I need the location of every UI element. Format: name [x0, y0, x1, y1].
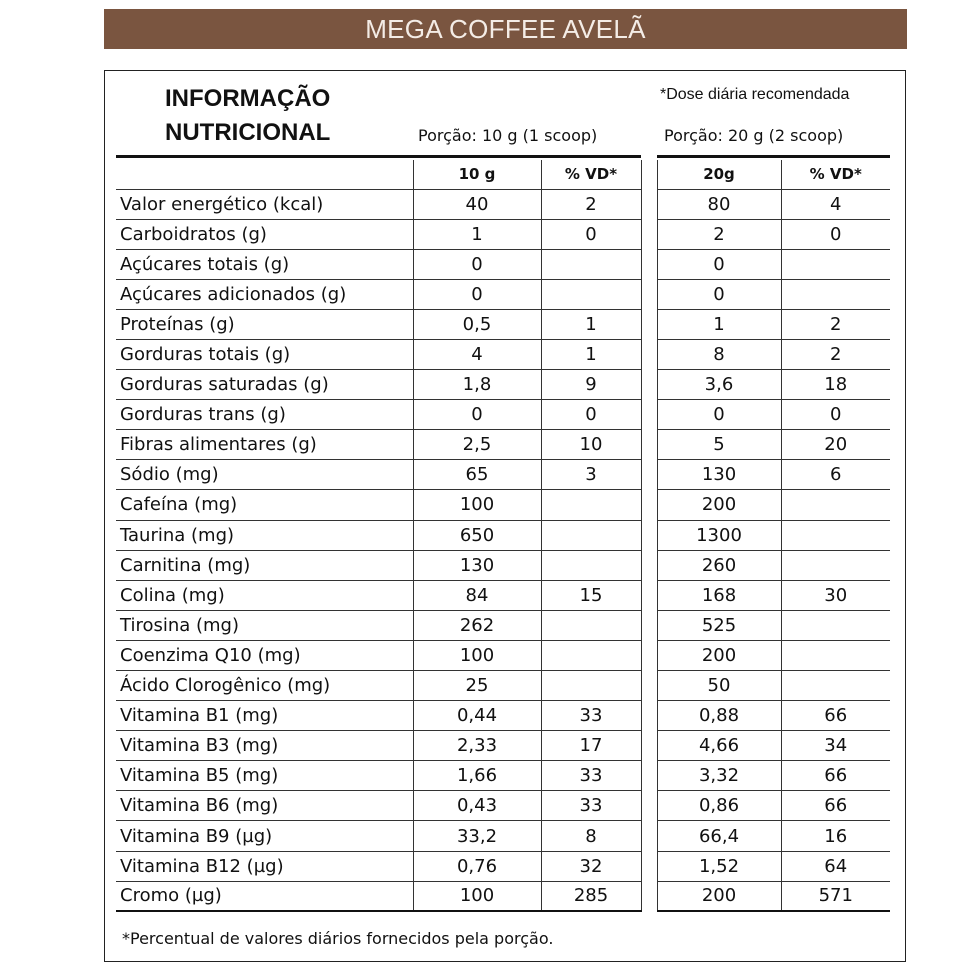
vd-20g: 0	[781, 219, 890, 249]
column-gap	[641, 580, 657, 610]
vd-10g: 15	[541, 580, 641, 610]
table-row	[116, 249, 890, 279]
column-gap	[641, 851, 657, 881]
vd-10g	[541, 671, 641, 701]
table-row	[116, 550, 890, 580]
value-20g: 3,6	[657, 370, 781, 400]
value-10g: 0,44	[413, 701, 541, 731]
nutrient-name: Vitamina B1 (mg)	[116, 701, 413, 731]
value-10g: 0,76	[413, 851, 541, 881]
value-10g: 25	[413, 671, 541, 701]
table-row	[116, 400, 890, 430]
vd-10g: 33	[541, 701, 641, 731]
vd-10g: 1	[541, 309, 641, 339]
vd-10g: 32	[541, 851, 641, 881]
portion-20g-label: Porção: 20 g (2 scoop)	[664, 126, 844, 145]
column-gap	[641, 610, 657, 640]
vd-20g	[781, 610, 890, 640]
value-20g: 0	[657, 249, 781, 279]
col-header-20g: 20g	[657, 160, 781, 189]
nutrient-name: Ácido Clorogênico (mg)	[116, 671, 413, 701]
value-20g: 0	[657, 400, 781, 430]
vd-20g: 0	[781, 400, 890, 430]
vd-20g: 4	[781, 189, 890, 219]
vd-10g: 0	[541, 400, 641, 430]
nutrient-name: Cromo (µg)	[116, 881, 413, 911]
column-gap	[641, 309, 657, 339]
vd-20g: 66	[781, 761, 890, 791]
value-20g: 200	[657, 640, 781, 670]
column-gap	[641, 339, 657, 369]
vd-20g: 64	[781, 851, 890, 881]
table-row	[116, 370, 890, 400]
vd-10g: 9	[541, 370, 641, 400]
nutrition-table	[116, 160, 890, 912]
column-gap	[641, 400, 657, 430]
value-20g: 168	[657, 580, 781, 610]
vd-20g: 2	[781, 309, 890, 339]
value-20g: 8	[657, 339, 781, 369]
table-row	[116, 610, 890, 640]
vd-10g	[541, 249, 641, 279]
table-row	[116, 671, 890, 701]
vd-10g: 33	[541, 761, 641, 791]
product-title: MEGA COFFEE AVELÃ	[365, 13, 646, 44]
nutrient-name: Colina (mg)	[116, 580, 413, 610]
value-20g: 1300	[657, 520, 781, 550]
value-20g: 4,66	[657, 731, 781, 761]
nutrient-name: Carboidratos (g)	[116, 219, 413, 249]
divider-rule-right	[657, 155, 890, 158]
value-20g: 66,4	[657, 821, 781, 851]
table-row	[116, 580, 890, 610]
table-row	[116, 881, 890, 911]
table-row	[116, 791, 890, 821]
column-gap	[641, 881, 657, 911]
value-20g: 0,86	[657, 791, 781, 821]
nutrition-heading	[165, 82, 330, 150]
value-20g: 0,88	[657, 701, 781, 731]
value-10g: 84	[413, 580, 541, 610]
table-row	[116, 490, 890, 520]
value-20g: 5	[657, 430, 781, 460]
value-10g: 1,66	[413, 761, 541, 791]
value-20g: 200	[657, 881, 781, 911]
nutrient-name: Proteínas (g)	[116, 309, 413, 339]
vd-20g	[781, 550, 890, 580]
vd-20g	[781, 520, 890, 550]
col-header-vd-20g: % VD*	[781, 160, 890, 189]
value-20g: 0	[657, 279, 781, 309]
title-banner	[104, 9, 907, 49]
nutrient-name: Açúcares adicionados (g)	[116, 279, 413, 309]
vd-10g	[541, 490, 641, 520]
vd-20g	[781, 249, 890, 279]
vd-20g: 20	[781, 430, 890, 460]
table-row	[116, 701, 890, 731]
value-10g: 262	[413, 610, 541, 640]
vd-10g	[541, 520, 641, 550]
nutrient-name: Vitamina B5 (mg)	[116, 761, 413, 791]
column-gap	[641, 640, 657, 670]
vd-10g: 3	[541, 460, 641, 490]
table-row	[116, 279, 890, 309]
vd-10g: 33	[541, 791, 641, 821]
table-row	[116, 189, 890, 219]
column-gap	[641, 761, 657, 791]
table-row	[116, 731, 890, 761]
vd-20g: 18	[781, 370, 890, 400]
vd-10g: 285	[541, 881, 641, 911]
nutrition-table-body	[116, 160, 890, 911]
nutrient-name: Tirosina (mg)	[116, 610, 413, 640]
value-10g: 1	[413, 219, 541, 249]
footnote: *Percentual de valores diários fornecidos pela porção.	[122, 929, 554, 948]
col-header-10g: 10 g	[413, 160, 541, 189]
vd-10g: 0	[541, 219, 641, 249]
heading-line-2: NUTRICIONAL	[165, 119, 331, 146]
heading-line-1: INFORMAÇÃO	[165, 85, 331, 112]
value-20g: 130	[657, 460, 781, 490]
value-10g: 0,43	[413, 791, 541, 821]
table-row	[116, 309, 890, 339]
value-20g: 525	[657, 610, 781, 640]
value-10g: 0	[413, 400, 541, 430]
value-20g: 2	[657, 219, 781, 249]
column-gap	[641, 430, 657, 460]
vd-10g	[541, 640, 641, 670]
table-row	[116, 761, 890, 791]
value-20g: 1	[657, 309, 781, 339]
column-gap	[641, 490, 657, 520]
table-row	[116, 430, 890, 460]
column-gap	[641, 279, 657, 309]
nutrient-name: Vitamina B3 (mg)	[116, 731, 413, 761]
vd-10g	[541, 279, 641, 309]
nutrient-name: Fibras alimentares (g)	[116, 430, 413, 460]
table-row	[116, 339, 890, 369]
divider-rule-left	[116, 155, 641, 158]
column-gap	[641, 550, 657, 580]
nutrient-name: Valor energético (kcal)	[116, 189, 413, 219]
nutrient-name: Gorduras trans (g)	[116, 400, 413, 430]
vd-20g: 2	[781, 339, 890, 369]
column-gap	[641, 821, 657, 851]
column-gap	[641, 160, 657, 189]
nutrient-name: Vitamina B12 (µg)	[116, 851, 413, 881]
vd-20g: 66	[781, 701, 890, 731]
vd-10g: 2	[541, 189, 641, 219]
value-10g: 100	[413, 640, 541, 670]
value-10g: 100	[413, 881, 541, 911]
nutrient-name: Açúcares totais (g)	[116, 249, 413, 279]
value-10g: 4	[413, 339, 541, 369]
value-10g: 0	[413, 279, 541, 309]
value-10g: 33,2	[413, 821, 541, 851]
nutrient-name: Cafeína (mg)	[116, 490, 413, 520]
value-10g: 40	[413, 189, 541, 219]
value-10g: 100	[413, 490, 541, 520]
value-20g: 260	[657, 550, 781, 580]
value-10g: 1,8	[413, 370, 541, 400]
vd-20g: 34	[781, 731, 890, 761]
vd-10g: 10	[541, 430, 641, 460]
value-20g: 1,52	[657, 851, 781, 881]
value-10g: 650	[413, 520, 541, 550]
value-10g: 130	[413, 550, 541, 580]
value-20g: 80	[657, 189, 781, 219]
vd-10g	[541, 610, 641, 640]
value-10g: 0,5	[413, 309, 541, 339]
column-gap	[641, 219, 657, 249]
column-gap	[641, 731, 657, 761]
vd-20g	[781, 671, 890, 701]
value-10g: 2,5	[413, 430, 541, 460]
nutrient-name: Coenzima Q10 (mg)	[116, 640, 413, 670]
value-10g: 2,33	[413, 731, 541, 761]
vd-20g: 66	[781, 791, 890, 821]
table-header-row	[116, 160, 890, 189]
vd-20g: 571	[781, 881, 890, 911]
column-gap	[641, 520, 657, 550]
value-10g: 0	[413, 249, 541, 279]
nutrient-name: Gorduras saturadas (g)	[116, 370, 413, 400]
value-10g: 65	[413, 460, 541, 490]
vd-20g: 6	[781, 460, 890, 490]
header-blank-cell	[116, 160, 413, 189]
vd-20g: 16	[781, 821, 890, 851]
nutrient-name: Sódio (mg)	[116, 460, 413, 490]
value-20g: 50	[657, 671, 781, 701]
nutrient-name: Carnitina (mg)	[116, 550, 413, 580]
value-20g: 200	[657, 490, 781, 520]
nutrient-name: Taurina (mg)	[116, 520, 413, 550]
table-row	[116, 219, 890, 249]
value-20g: 3,32	[657, 761, 781, 791]
vd-10g: 8	[541, 821, 641, 851]
vd-20g	[781, 490, 890, 520]
table-row	[116, 640, 890, 670]
dose-note: *Dose diária recomendada	[660, 86, 850, 103]
column-gap	[641, 189, 657, 219]
column-gap	[641, 249, 657, 279]
table-row	[116, 821, 890, 851]
table-row	[116, 851, 890, 881]
column-gap	[641, 370, 657, 400]
column-gap	[641, 791, 657, 821]
vd-20g: 30	[781, 580, 890, 610]
vd-10g: 17	[541, 731, 641, 761]
vd-10g	[541, 550, 641, 580]
column-gap	[641, 671, 657, 701]
column-gap	[641, 701, 657, 731]
vd-20g	[781, 279, 890, 309]
col-header-vd-10g: % VD*	[541, 160, 641, 189]
table-row	[116, 520, 890, 550]
column-gap	[641, 460, 657, 490]
nutrient-name: Vitamina B6 (mg)	[116, 791, 413, 821]
vd-10g: 1	[541, 339, 641, 369]
nutrient-name: Gorduras totais (g)	[116, 339, 413, 369]
nutrient-name: Vitamina B9 (µg)	[116, 821, 413, 851]
vd-20g	[781, 640, 890, 670]
portion-10g-label: Porção: 10 g (1 scoop)	[418, 126, 598, 145]
table-row	[116, 460, 890, 490]
